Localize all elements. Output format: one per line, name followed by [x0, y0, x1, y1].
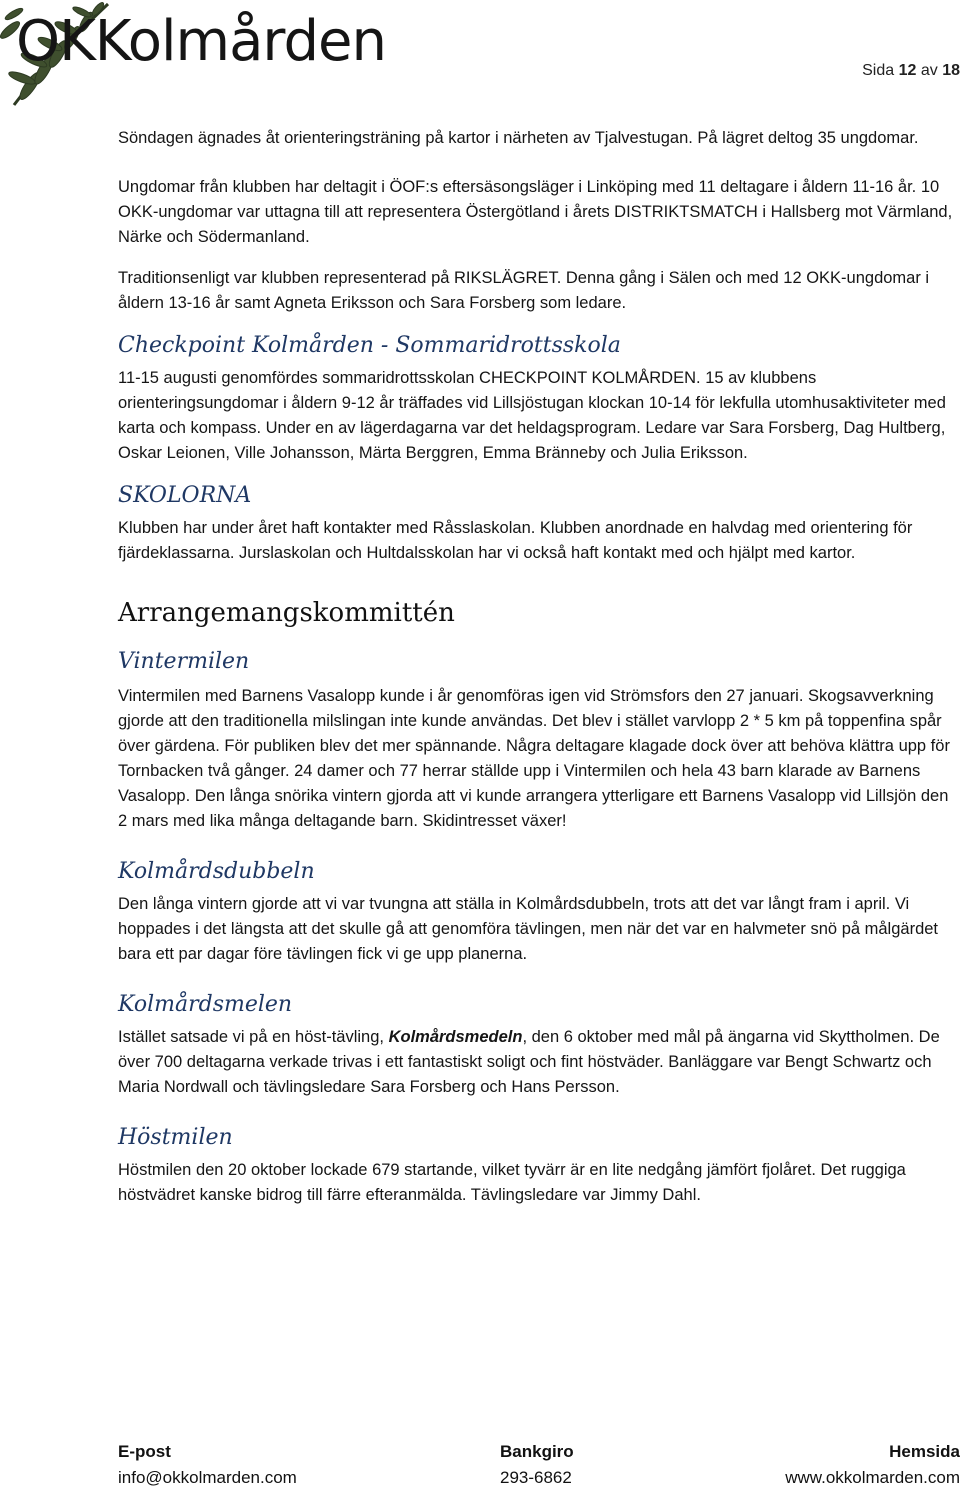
section-heading: SKOLORNA — [118, 483, 252, 508]
paragraph: Traditionsenligt var klubben representerad på RIKSLÄGRET. Denna gång i Sälen och med 12 OKK-ungdomar i åldern 13-16 år samt Agneta Eriksson och Sara Forsberg som ledare. — [118, 269, 930, 312]
footer-bankgiro: 293-6862 — [500, 1468, 572, 1487]
section-heading: Checkpoint Kolmården - Sommaridrottsskola — [118, 333, 621, 358]
footer-email[interactable]: info@okkolmarden.com — [118, 1468, 297, 1487]
section-heading: Kolmårdsdubbeln — [118, 859, 315, 884]
page-number: Sida 12 av 18 — [862, 62, 960, 79]
paragraph: 11-15 augusti genomfördes sommaridrottsskolan CHECKPOINT KOLMÅRDEN. 15 av klubbens orienteringsungdomar i åldern 9-12 år träffades vid Lillsjöstugan klockan 10-14 för lekfulla utomhusaktiviteter med karta och kompass. Under en av lägerdagarna var det heldagsprogram. Ledare var Sara Forsberg, Dag Hultberg, Oskar Leionen, Ville Johansson, Märta Berggren, Emma Bränneby och Julia Eriksson. — [118, 369, 946, 462]
section-heading: Vintermilen — [118, 649, 250, 674]
chapter-heading: Arrangemangskommittén — [118, 598, 455, 628]
paragraph: Istället satsade vi på en höst-tävling, Kolmårdsmedeln, den 6 oktober med mål på ängarna vid Skyttholmen. De över 700 deltagarna verkade trivas i ett fantastiskt soligt och fint höstväder. Banläggare var Bengt Schwartz och Maria Nordwall och tävlingsledare Sara Forsberg och Hans Persson. — [118, 1028, 940, 1096]
footer-web-label: Hemsida — [889, 1442, 960, 1461]
paragraph: Söndagen ägnades åt orienteringsträning på kartor i närheten av Tjalvestugan. På lägret deltog 35 ungdomar. — [118, 129, 919, 147]
paragraph: Ungdomar från klubben har deltagit i ÖOF:s eftersäsongsläger i Linköping med 11 deltagare i åldern 11-16 år. 10 OKK-ungdomar var uttagna till att representera Östergötland i årets DISTRIKTSMATCH i Hallsberg mot Värmland, Närke och Södermanland. — [118, 178, 953, 246]
paragraph: Den långa vintern gjorde att vi var tvungna att ställa in Kolmårdsdubbeln, trots att det var långt fram i april. Vi hoppades i det längsta att det skulle gå att genomföra tävlingen, men när det var en halvmeter snö på målgärdet bara ett par dagar före tävlingen fick vi ge upp planerna. — [118, 895, 939, 963]
paragraph: Vintermilen med Barnens Vasalopp kunde i år genomföras igen vid Strömsfors den 27 januari. Skogsavverkning gjorde att den traditionella milslingan inte kunde användas. Det blev i stället varvlopp 2 * 5 km på toppenfina spår över gärdena. För publiken blev det mer spännande. Några deltagare klagade dock över att behöva klättra upp för Tornbacken två gånger. 24 damer och 77 herrar ställde upp i Vintermilen och hela 43 barn klarade av Barnens Vasalopp. Den långa snörika vintern gjorda att vi kunde arrangera ytterligare ett Barnens Vasalopp vid Lillsjön den 2 mars med lika många deltagande barn. Skidintresset växer! — [118, 687, 950, 830]
footer-email-label: E-post — [118, 1442, 171, 1461]
paragraph: Höstmilen den 20 oktober lockade 679 startande, vilket tyvärr är en lite nedgång jämfört fjolåret. Det ruggiga höstvädret kanske bidrog till färre efteranmälda. Tävlingsledare var Jimmy Dahl. — [118, 1161, 906, 1204]
document-body — [118, 126, 960, 1208]
page-header — [0, 0, 960, 110]
section-heading: Kolmårdsmelen — [118, 992, 293, 1017]
club-logo-text: OKKolmården — [16, 9, 386, 74]
footer-bank-label: Bankgiro — [500, 1442, 574, 1461]
page-footer — [118, 1442, 960, 1494]
footer-website-link[interactable]: www.okkolmarden.com — [785, 1468, 960, 1487]
section-heading: Höstmilen — [118, 1125, 233, 1150]
paragraph: Klubben har under året haft kontakter med Råsslaskolan. Klubben anordnade en halvdag med orientering för fjärdeklassarna. Jurslaskolan och Hultdalsskolan har vi också haft kontakt med och hjälpt med kartor. — [118, 519, 913, 562]
